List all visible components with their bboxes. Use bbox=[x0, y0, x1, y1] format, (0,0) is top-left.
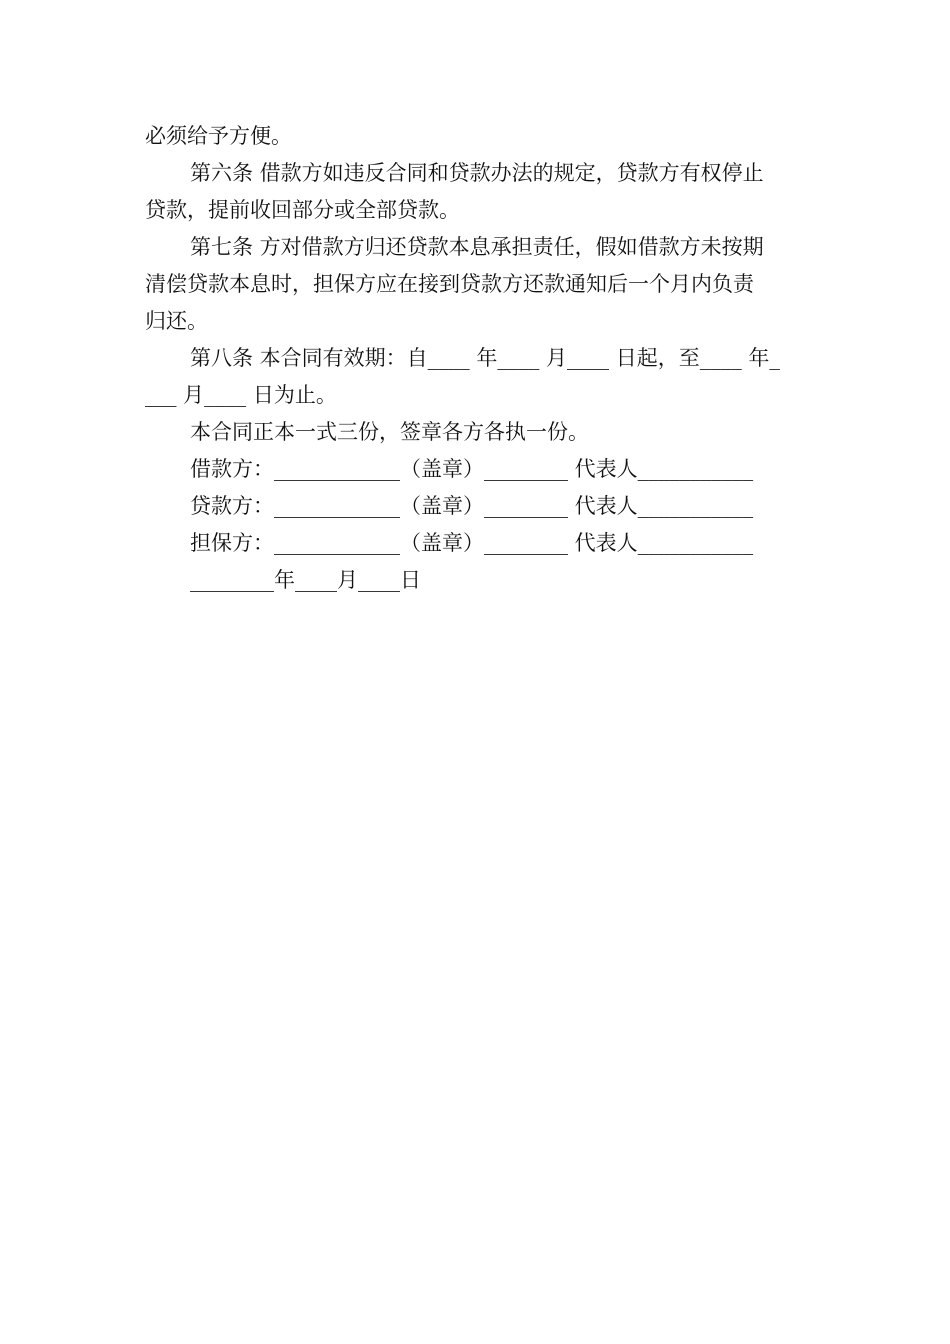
contract-body bbox=[145, 118, 809, 599]
article-8-line-2: ___ 月____ 日为止。 bbox=[145, 383, 337, 407]
article-7-line-2: 清偿贷款本息时，担保方应在接到贷款方还款通知后一个月内负责 bbox=[145, 272, 754, 296]
article-7-line-1: 第七条 方对借款方归还贷款本息承担责任，假如借款方未按期 bbox=[190, 235, 764, 259]
article-6-line-2: 贷款，提前收回部分或全部贷款。 bbox=[145, 198, 460, 222]
article-7-line-3: 归还。 bbox=[145, 309, 208, 333]
date-line: ________年____月____日 bbox=[190, 568, 421, 592]
lender-signature-line: 贷款方：____________（盖章）________ 代表人___________ bbox=[190, 494, 754, 518]
guarantor-signature-line: 担保方：____________（盖章）________ 代表人___________ bbox=[190, 531, 754, 555]
borrower-signature-line: 借款方：____________（盖章）________ 代表人___________ bbox=[190, 457, 754, 481]
article-8-line-1: 第八条 本合同有效期：自____ 年____ 月____ 日起，至____ 年_ bbox=[190, 346, 780, 370]
text-line-continuation: 必须给予方便。 bbox=[145, 124, 292, 148]
article-6-line-1: 第六条 借款方如违反合同和贷款办法的规定，贷款方有权停止 bbox=[190, 161, 764, 185]
copies-statement: 本合同正本一式三份，签章各方各执一份。 bbox=[190, 420, 589, 444]
